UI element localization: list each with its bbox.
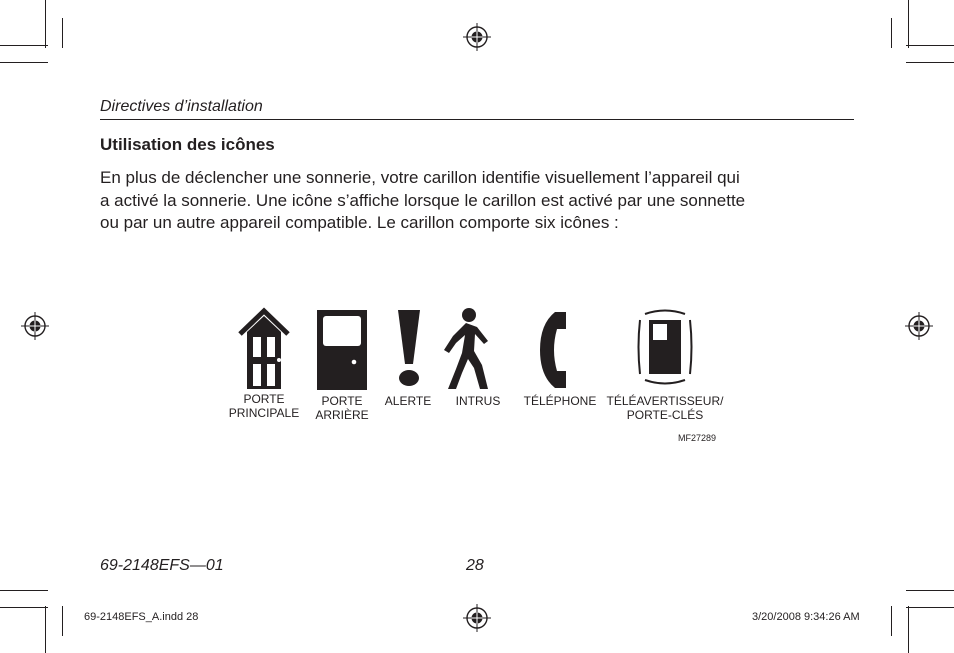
registration-mark-top-icon: [463, 23, 491, 51]
registration-mark-left-icon: [21, 312, 49, 340]
body-line-2: a activé la sonnerie. Une icône s’affiche lorsque le carillon est activé par une sonnette: [100, 190, 746, 210]
registration-mark-right-icon: [905, 312, 933, 340]
house-door-icon: [237, 307, 291, 389]
label-phone: TÉLÉPHONE: [523, 394, 597, 408]
section-title: Utilisation des icônes: [100, 135, 275, 154]
figure-reference: MF27289: [678, 433, 717, 443]
slug-datetime: 3/20/2008 9:34:26 AM: [752, 611, 860, 623]
door-icon: [317, 310, 367, 390]
label-back-door: PORTE ARRIÈRE: [315, 394, 369, 422]
running-head: Directives d’installation: [100, 98, 263, 115]
exclamation-icon: [396, 310, 422, 388]
label-front-door: PORTE PRINCIPALE: [228, 392, 300, 420]
body-line-1: En plus de déclencher une sonnerie, votre carillon identifie visuellement l’appareil qui: [100, 168, 740, 187]
body-paragraph: [100, 167, 860, 235]
telephone-handset-icon: [538, 310, 570, 390]
registration-mark-bottom-icon: [463, 604, 491, 632]
slug-file: 69-2148EFS_A.indd 28: [84, 611, 199, 623]
running-person-icon: [444, 307, 500, 391]
label-intruder: INTRUS: [455, 394, 501, 408]
doc-number: 69-2148EFS—01: [100, 557, 224, 574]
label-remote: TÉLÉAVERTISSEUR/ PORTE-CLÉS: [606, 394, 724, 422]
remote-transmitter-icon: [636, 306, 694, 388]
label-alert: ALERTE: [384, 394, 432, 408]
body-line-3: ou par un autre appareil compatible. Le carillon comporte six icônes :: [100, 213, 619, 232]
header-rule: [100, 119, 854, 120]
page-number: 28: [466, 557, 484, 574]
